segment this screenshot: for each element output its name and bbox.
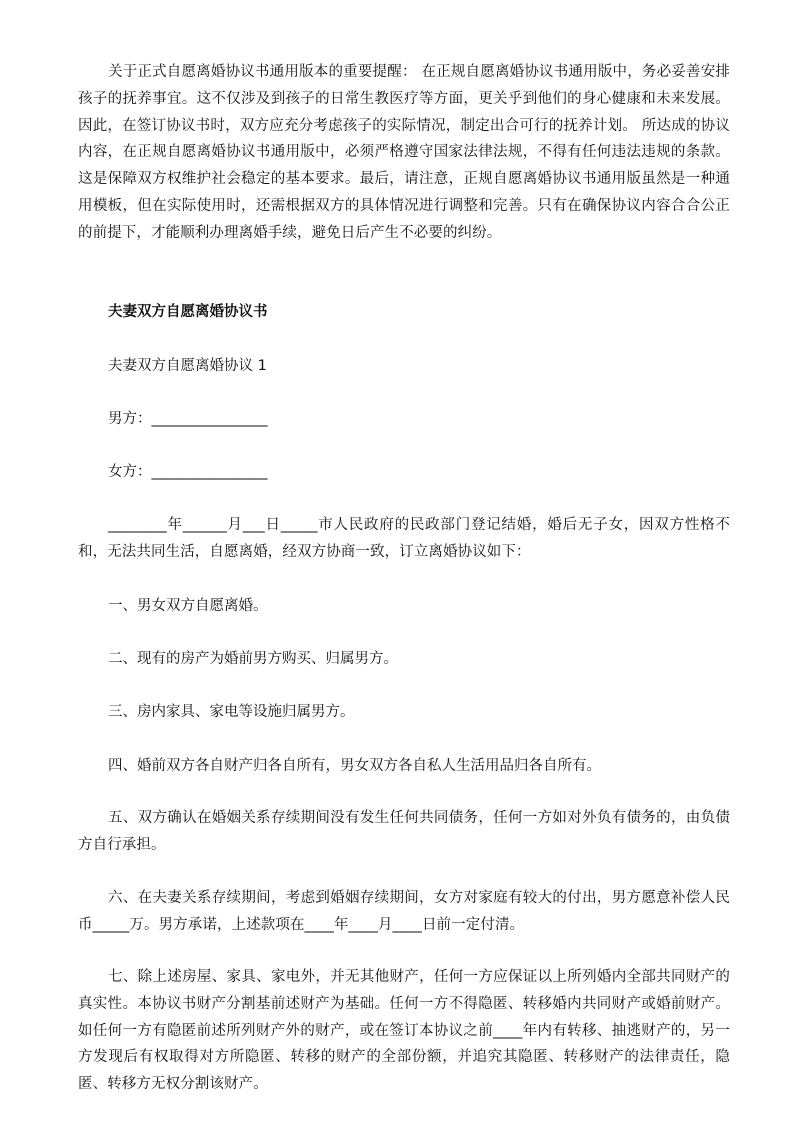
clause-3: 三、房内家具、家电等设施归属男方。 xyxy=(108,704,355,720)
clause-4: 四、婚前双方各自财产归各自所有，男女双方各自私人生活用品归各自所有。 xyxy=(108,758,601,774)
clause-6: 六、在夫妻关系存续期间，考虑到婚姻存续期间，女方对家庭有较大的付出，男方愿意补偿人民币_____万。男方承诺，上述款项在____年____月____日前一定付清。 xyxy=(78,890,730,933)
clause-7: 七、除上述房屋、家具、家电外，并无其他财产，任何一方应保证以上所列婚内全部共同财产的真实性。本协议书财产分割基前述财产为基础。任何一方不得隐匿、转移婚内共同财产或婚前财产。如任何一方有隐匿前述所列财产外的财产，或在签订本协议之前____年内有转移、抽逃财产的，另一方发现后有权取得对方所隐匿、转移的财产的全部份额，并追究其隐匿、转移财产的法律责任，隐匿、转移方无权分割该财产。 xyxy=(78,969,730,1093)
clause-2: 二、现有的房产为婚前男方购买、归属男方。 xyxy=(108,651,398,667)
clause-5: 五、双方确认在婚姻关系存续期间没有发生任何共同债务，任何一方如对外负有债务的，由负债方自行承担。 xyxy=(78,810,730,853)
opening-paragraph: ________年______月___日_____市人民政府的民政部门登记结婚，婚后无子女，因双方性格不和，无法共同生活，自愿离婚，经双方协商一致，订立离婚协议如下： xyxy=(78,517,730,560)
document-title: 夫妻双方自愿离婚协议书 xyxy=(108,304,268,320)
clause-1: 一、男女双方自愿离婚。 xyxy=(108,598,268,614)
male-party-field: 男方：________________ xyxy=(108,411,268,427)
female-party-field: 女方：________________ xyxy=(108,464,268,480)
intro-paragraph: 关于正式自愿离婚协议书通用版本的重要提醒： 在正规自愿离婚协议书通用版中，务必妥善安排孩子的抚养事宜。这不仅涉及到孩子的日常生教医疗等方面，更关乎到他们的身心健康和未来发展。因此，在签订协议书时，双方应充分考虑孩子的实际情况，制定出合可行的抚养计划。 所达成的协议内容，在正规自愿离婚协议书通用版中，必须严格遵守国家法律法规，不得有任何违法违规的条款。这是保障双方权维护社会稳定的基本要求。最后，请注意，正规自愿离婚协议书通用版虽然是一种通用模板，但在实际使用时，还需根据双方的具体情况进行调整和完善。只有在确保协议内容合合公正的前提下，才能顺利办理离婚手续，避免日后产生不必要的纠纷。 xyxy=(78,64,730,241)
document-subtitle: 夫妻双方自愿离婚协议 1 xyxy=(108,358,267,374)
